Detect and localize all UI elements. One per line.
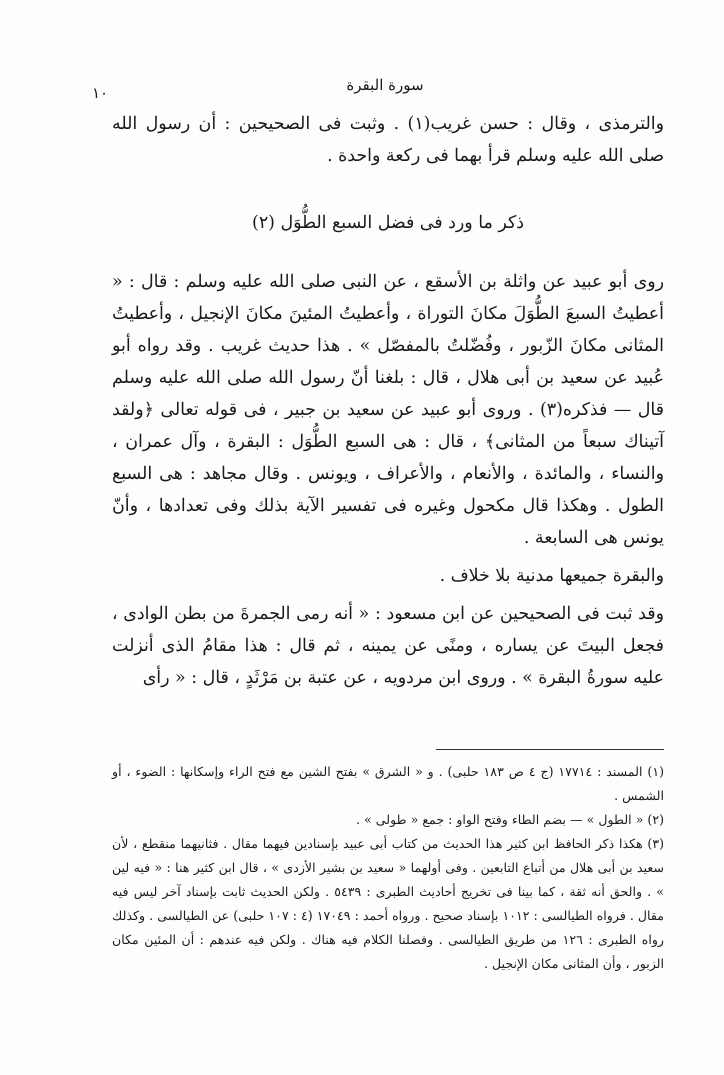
page-number: ١٠ xyxy=(92,84,109,102)
section-heading: ذكر ما ورد فى فضل السبع الطُّوَل (٢) xyxy=(252,213,524,233)
footnote: (١) المسند : ١٧٧١٤ (ج ٤ ص ١٨٣ حلبى) . و « الشرق » بفتح الشين مع فتح الراء وإسكانها : الضوء ، أو الشمس . xyxy=(112,764,664,803)
running-head-surah-title: سورة البقرة xyxy=(346,76,424,94)
main-text xyxy=(112,266,664,694)
paragraph: والبقرة جميعها مدنية بلا خلاف . xyxy=(439,566,664,586)
paragraph: روى أبو عبيد عن واثلة بن الأسقع ، عن النبى صلى الله عليه وسلم : قال : « أعطيتُ السبعَ الطُّوَلَ مكانَ التوراة ، وأعطيتُ المئينَ مكانَ الإنجيل ، وأعطيتُ المثانى مكانَ الزّبور ، وفُضّلتُ بالمفصّل » . هذا حديث غريب . وقد رواه أبو عُبيد عن سعيد بن أبى هلال ، قال : بلغنا أنّ رسول الله صلى الله عليه وسلم قال — فذكره(٣) . وروى أبو عبيد عن سعيد بن جبير ، فى قوله تعالى ﴿ولقد آتيناك سبعاً من المثانى﴾ ، قال : هى السبع الطُّوَل : البقرة ، وآل عمران ، والنساء ، والمائدة ، والأنعام ، والأعراف ، ويونس . وقال مجاهد : هى السبع الطول . وهكذا قال مكحول وغيره فى تفسير الآية بذلك وفى تعدادها ، وأنّ يونس هى السابعة . xyxy=(112,272,664,548)
paragraph: وقد ثبت فى الصحيحين عن ابن مسعود : « أنه رمى الجمرةَ من بطن الوادى ، فجعل البيتَ عن يساره ، ومنًى عن يمينه ، ثم قال : هذا مقامُ الذى أنزلت عليه سورةُ البقرة » . وروى ابن مردويه ، عن عتبة بن مَرْثَدٍ ، قال : « رأى xyxy=(112,604,664,688)
footnote: (٢) « الطول » — بضم الطاء وفتح الواو : جمع « طولى » . xyxy=(356,812,664,827)
footnote: (٣) هكذا ذكر الحافظ ابن كثير هذا الحديث من كتاب أبى عبيد بإسنادين فيهما مقال . فثانيهما منقطع ، لأن سعيد بن أبى هلال من أتباع التابعين . وفى أولهما « سعيد بن بشير الأزدى » ، قال ابن كثير هنا : « فيه لين » . والحق أنه ثقة ، كما بينا فى تخريج أحاديث الطبرى : ٥٤٣٩ . ولكن الحديث ثابت بإسناد آخر ليس فيه مقال . فرواه الطيالسى : ١٠١٢ بإسناد صحيح . ورواه أحمد : ١٧٠٤٩ (٤ : ١٠٧ حلبى) عن الطيالسى . وكذلك رواه الطبرى : ١٢٦ من طريق الطيالسى . وفصلنا الكلام فيه هناك . ولكن فيه عندهم : أن المئين مكان الزبور ، وأن المثانى مكان الإنجيل . xyxy=(112,836,665,971)
intro-paragraph xyxy=(112,108,664,172)
intro-text: والترمذى ، وقال : حسن غريب(١) . وثبت فى الصحيحين : أن رسول الله صلى الله عليه وسلم قرأ بهما فى ركعة واحدة . xyxy=(112,114,664,166)
footnotes xyxy=(112,760,664,976)
footnote-divider xyxy=(436,749,664,750)
